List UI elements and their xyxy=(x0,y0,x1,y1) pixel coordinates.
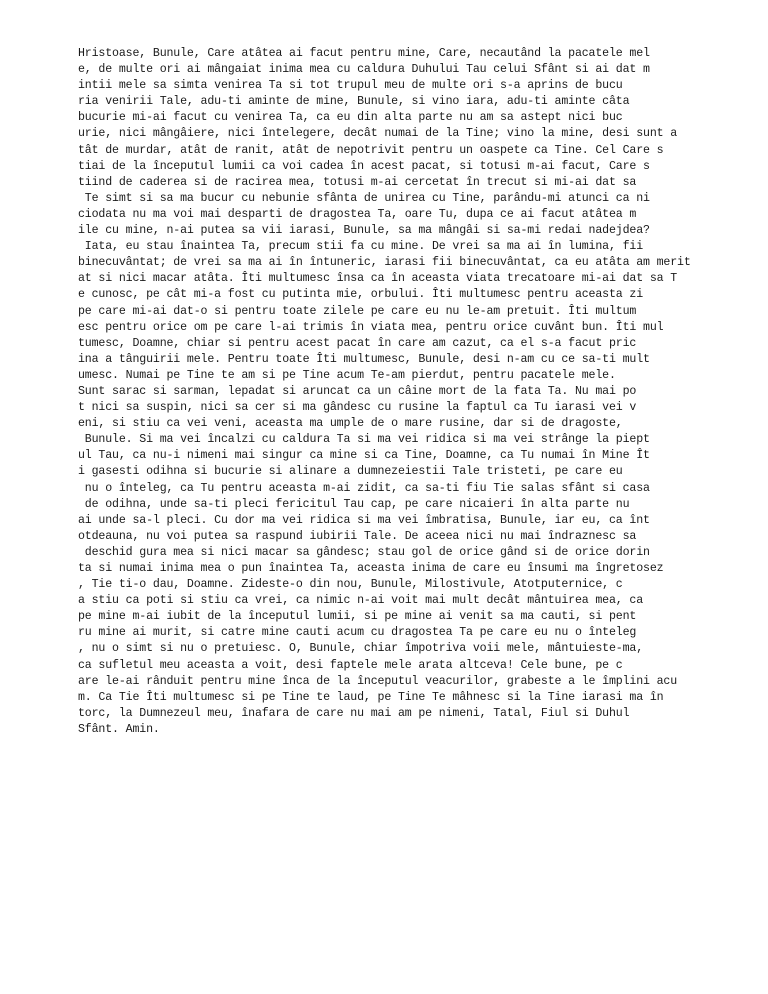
text-line: Bunule. Si ma vei încalzi cu caldura Ta si ma vei ridica si ma vei strânge la piept xyxy=(78,433,650,447)
text-line: otdeauna, nu voi putea sa raspund iubirii Tale. De aceea nici nu mai îndraznesc sa xyxy=(78,529,637,543)
text-line: ai unde sa-l pleci. Cu dor ma vei ridica si ma vei îmbratisa, Bunule, iar eu, ca înt xyxy=(78,513,650,527)
text-line: m. Ca Tie Îti multumesc si pe Tine te laud, pe Tine Te mâhnesc si la Tine iarasi ma în xyxy=(78,690,664,704)
text-line: umesc. Numai pe Tine te am si pe Tine acum Te-am pierdut, pentru pacatele mele. xyxy=(78,368,616,382)
text-line: e cunosc, pe cât mi-a fost cu putinta mie, orbului. Îti multumesc pentru aceasta zi xyxy=(78,288,644,302)
text-line: Sunt sarac si sarman, lepadat si aruncat ca un câine mort de la fata Ta. Nu mai po xyxy=(78,384,637,398)
text-line: pe care mi-ai dat-o si pentru toate zilele pe care eu nu le-am pretuit. Îti multum xyxy=(78,304,637,318)
text-line: pe mine m-ai iubit de la începutul lumii, si pe mine ai venit sa ma cauti, si pent xyxy=(78,610,637,624)
text-line: at si nici macar atâta. Îti multumesc însa ca în aceasta viata trecatoare mi-ai dat sa T xyxy=(78,272,678,286)
text-line: ciodata nu ma voi mai desparti de dragostea Ta, oare Tu, dupa ce ai facut atâtea m xyxy=(78,207,637,221)
text-line: t nici sa suspin, nici sa cer si ma gândesc cu rusine la faptul ca Tu iarasi vei v xyxy=(78,401,637,415)
text-line: de odihna, unde sa-ti pleci fericitul Tau cap, pe care nicaieri în alta parte nu xyxy=(78,497,630,511)
text-line: torc, la Dumnezeul meu, înafara de care nu mai am pe nimeni, Tatal, Fiul si Duhul xyxy=(78,706,630,720)
text-line: ca sufletul meu aceasta a voit, desi faptele mele arata altceva! Cele bune, pe c xyxy=(78,658,623,672)
text-line: ta si numai inima mea o pun înaintea Ta, aceasta inima de care eu însumi ma îngretosez xyxy=(78,562,664,575)
text-line: binecuvântat; de vrei sa ma ai în întuneric, iarasi fii binecuvântat, ca eu atâta am merit xyxy=(78,256,691,270)
text-line: , Tie ti-o dau, Doamne. Zideste-o din nou, Bunule, Milostivule, Atotputernice, c xyxy=(78,578,623,592)
text-line: tiind de caderea si de racirea mea, totusi m-ai cercetat în trecut si mi-ai dat sa xyxy=(78,175,637,189)
text-line: i gasesti odihna si bucurie si alinare a dumnezeiestii Tale tristeti, pe care eu xyxy=(78,465,623,479)
document-page xyxy=(78,46,758,738)
text-line: intii mele sa simta venirea Ta si tot trupul meu de multe ori s-a aprins de bucu xyxy=(78,79,623,93)
text-line: Iata, eu stau înaintea Ta, precum stii fa cu mine. De vrei sa ma ai în lumina, fii xyxy=(78,240,644,254)
text-line: deschid gura mea si nici macar sa gândesc; stau gol de orice gând si de orice dorin xyxy=(78,545,650,559)
text-line: eni, si stiu ca vei veni, aceasta ma umple de o mare rusine, dar si de dragoste, xyxy=(78,417,623,431)
text-line: Hristoase, Bunule, Care atâtea ai facut pentru mine, Care, necautând la pacatele mel xyxy=(78,47,650,60)
text-line: tumesc, Doamne, chiar si pentru acest pacat în care am cazut, ca el s-a facut pric xyxy=(78,336,637,350)
text-line: Te simt si sa ma bucur cu nebunie sfânta de unirea cu Tine, parându-mi atunci ca ni xyxy=(78,191,650,205)
text-line: Sfânt. Amin. xyxy=(78,722,160,736)
text-line: urie, nici mângâiere, nici întelegere, decât numai de la Tine; vino la mine, desi sunt a xyxy=(78,127,678,141)
text-line: are le-ai rânduit pentru mine înca de la începutul veacurilor, grabeste a le împlini acu xyxy=(78,674,678,688)
text-line: esc pentru orice om pe care l-ai trimis în viata mea, pentru orice cuvânt bun. Îti mul xyxy=(78,320,664,334)
text-line: ru mine ai murit, si catre mine cauti acum cu dragostea Ta pe care eu nu o înteleg xyxy=(78,626,637,640)
text-line: ina a tânguirii mele. Pentru toate Îti multumesc, Bunule, desi n-am cu ce sa-ti mult xyxy=(78,352,650,366)
text-line: tât de murdar, atât de ranit, atât de nepotrivit pentru un oaspete ca Tine. Cel Care s xyxy=(78,143,664,157)
text-line: ile cu mine, n-ai putea sa vii iarasi, Bunule, sa ma mângâi si sa-mi redai nadejdea? xyxy=(78,224,650,238)
text-line: , nu o simt si nu o pretuiesc. O, Bunule, chiar împotriva voii mele, mântuieste-ma, xyxy=(78,642,644,656)
text-line: ul Tau, ca nu-i nimeni mai singur ca mine si ca Tine, Doamne, ca Tu numai în Mine Ît xyxy=(78,449,650,463)
text-line: bucurie mi-ai facut cu venirea Ta, ca eu din alta parte nu am sa astept nici buc xyxy=(78,111,623,125)
text-line: nu o înteleg, ca Tu pentru aceasta m-ai zidit, ca sa-ti fiu Tie salas sfânt si casa xyxy=(78,481,650,495)
text-line: tiai de la începutul lumii ca voi cadea în acest pacat, si totusi m-ai facut, Care s xyxy=(78,159,650,173)
text-line: ria venirii Tale, adu-ti aminte de mine, Bunule, si vino iara, adu-ti aminte câta xyxy=(78,95,630,109)
text-line: e, de multe ori ai mângaiat inima mea cu caldura Duhului Tau celui Sfânt si ai dat m xyxy=(78,63,650,77)
text-line: a stiu ca poti si stiu ca vrei, ca nimic n-ai voit mai mult decât mântuirea mea, ca xyxy=(78,594,644,608)
